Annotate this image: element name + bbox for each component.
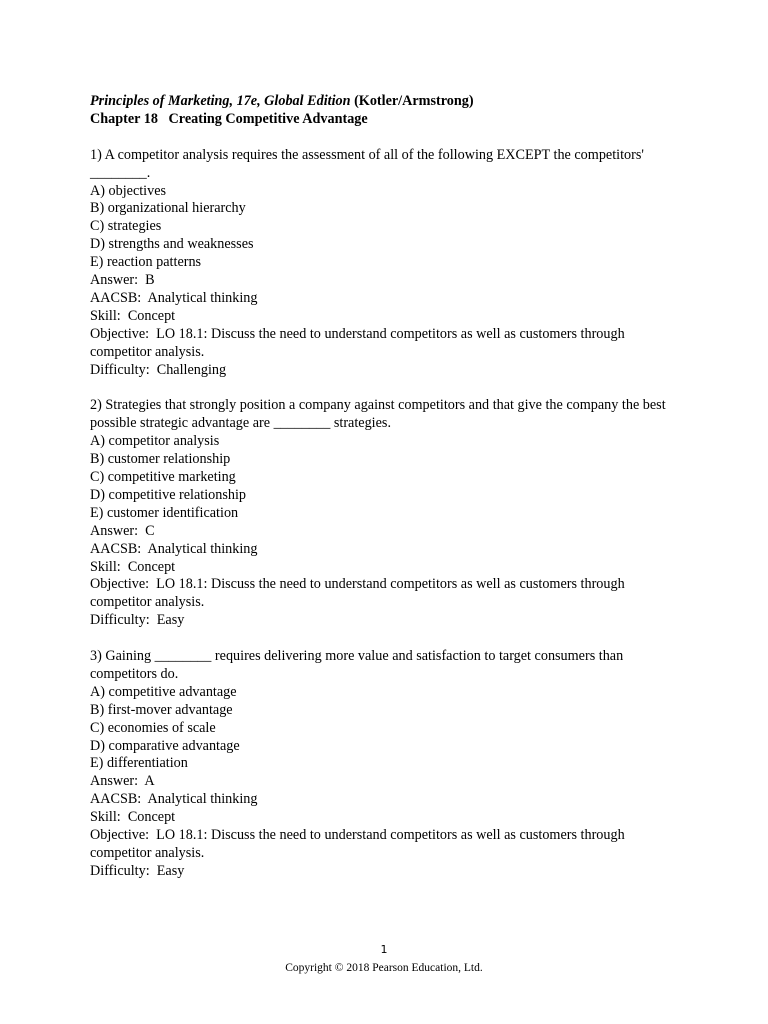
question-1 xyxy=(90,147,680,380)
skill: Skill: Concept xyxy=(90,809,176,826)
spacer xyxy=(90,129,680,147)
question-stem: 2) Strategies that strongly position a company against competitors and that give the company the best possible strategic advantage are ________ strategies. xyxy=(90,397,666,432)
aacsb: AACSB: Analytical thinking xyxy=(90,540,258,557)
option-e: E) customer identification xyxy=(90,504,239,521)
answer: Answer: B xyxy=(90,272,155,289)
objective: Objective: LO 18.1: Discuss the need to understand competitors as well as customers through competitor analysis. xyxy=(90,325,629,360)
page-content xyxy=(90,93,680,881)
aacsb: AACSB: Analytical thinking xyxy=(90,289,258,306)
question-2 xyxy=(90,397,680,630)
spacer xyxy=(90,379,680,397)
objective: Objective: LO 18.1: Discuss the need to understand competitors as well as customers through competitor analysis. xyxy=(90,827,629,862)
question-stem: 1) A competitor analysis requires the assessment of all of the following EXCEPT the competitors' ________. xyxy=(90,146,644,181)
option-d: D) strengths and weaknesses xyxy=(90,236,254,253)
option-c: C) competitive marketing xyxy=(90,469,236,485)
difficulty: Difficulty: Easy xyxy=(90,612,185,629)
aacsb: AACSB: Analytical thinking xyxy=(90,791,258,808)
option-d: D) competitive relationship xyxy=(90,486,247,503)
skill: Skill: Concept xyxy=(90,307,176,324)
option-b: B) organizational hierarchy xyxy=(90,200,246,217)
option-a: A) competitor analysis xyxy=(90,433,220,450)
answer: Answer: A xyxy=(90,773,155,790)
option-a: A) competitive advantage xyxy=(90,683,237,700)
option-a: A) objectives xyxy=(90,182,167,199)
spacer xyxy=(90,630,680,648)
document-title xyxy=(90,93,680,111)
question-stem: 3) Gaining ________ requires delivering more value and satisfaction to target consumers than competitors do. xyxy=(90,648,624,682)
difficulty: Difficulty: Easy xyxy=(90,862,185,879)
copyright-notice: Copyright © 2018 Pearson Education, Ltd. xyxy=(285,962,483,974)
book-authors: (Kotler/Armstrong) xyxy=(350,93,474,109)
option-c: C) strategies xyxy=(90,218,162,235)
option-e: E) differentiation xyxy=(90,755,188,772)
difficulty: Difficulty: Challenging xyxy=(90,361,227,378)
option-e: E) reaction patterns xyxy=(90,254,202,271)
option-b: B) first-mover advantage xyxy=(90,701,233,718)
question-3 xyxy=(90,648,680,881)
book-title: Principles of Marketing, 17e, Global Edition xyxy=(90,93,351,109)
skill: Skill: Concept xyxy=(90,558,176,575)
option-b: B) customer relationship xyxy=(90,451,231,468)
answer: Answer: C xyxy=(90,522,155,539)
option-d: D) comparative advantage xyxy=(90,737,240,754)
option-c: C) economies of scale xyxy=(90,719,216,736)
chapter-title: Chapter 18 Creating Competitive Advantage xyxy=(90,110,368,127)
page-number: 1 xyxy=(380,943,388,956)
objective: Objective: LO 18.1: Discuss the need to understand competitors as well as customers through competitor analysis. xyxy=(90,576,629,611)
